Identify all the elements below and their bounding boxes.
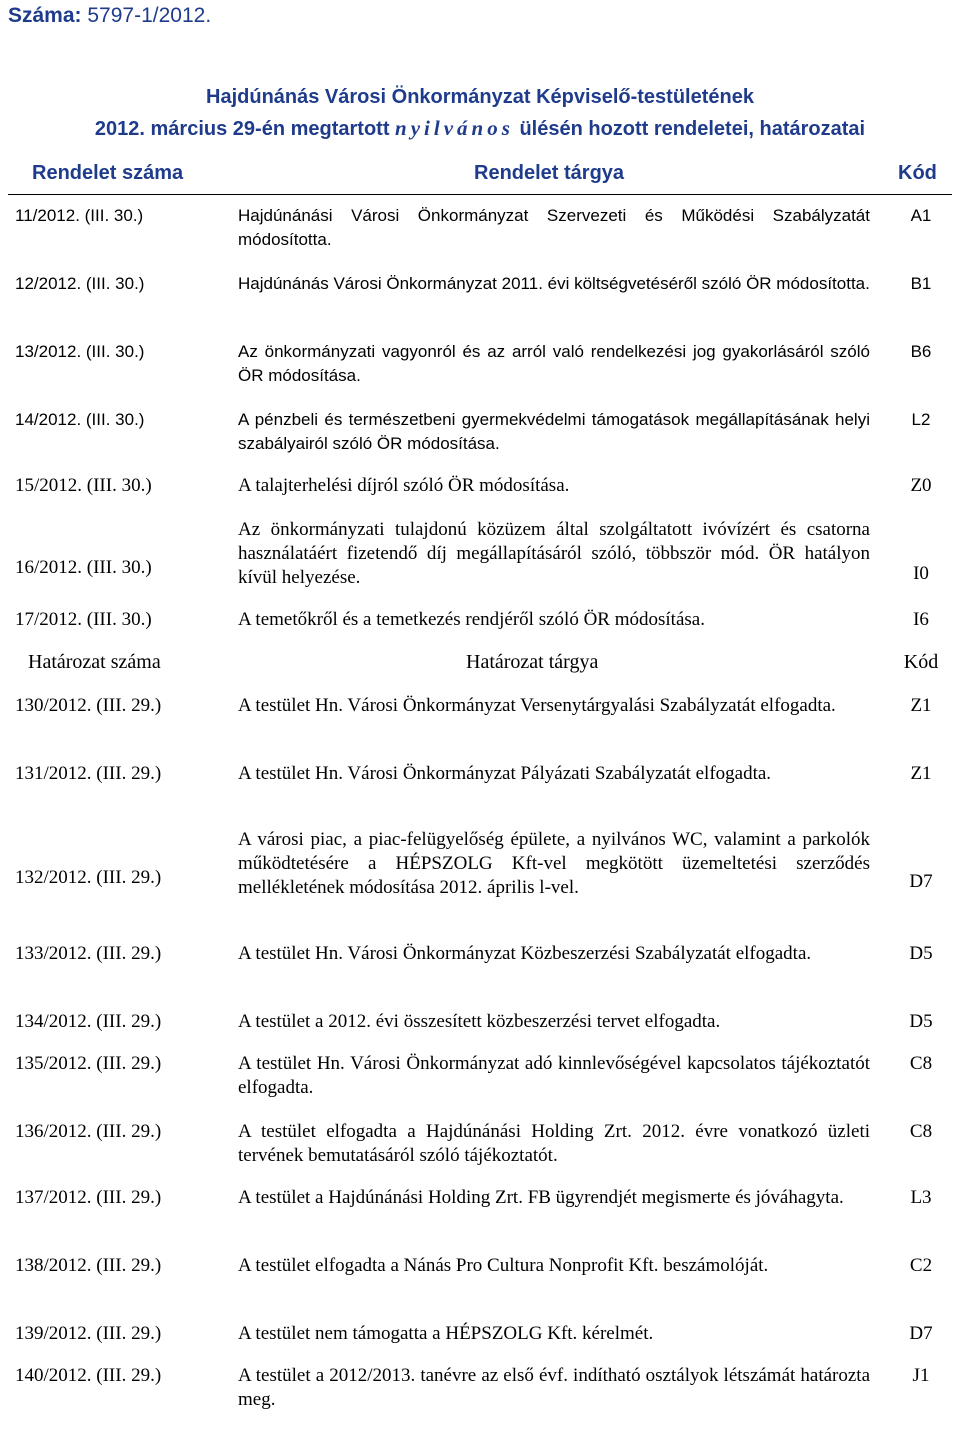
rendelet-number: 14/2012. (III. 30.) xyxy=(15,410,145,429)
hatarozat-code: D5 xyxy=(909,943,933,964)
rendelet-code: I6 xyxy=(913,609,929,630)
subtitle-after: ülésén hozott rendeletei, határozatai xyxy=(519,118,866,140)
hatarozat-number: 130/2012. (III. 29.) xyxy=(15,695,162,716)
rendelet-number: 11/2012. (III. 30.) xyxy=(15,206,144,225)
rendelet-code: B6 xyxy=(910,342,932,361)
rendelet-text: A talajterhelési díjról szóló ÖR módosítása. xyxy=(238,475,570,496)
hatarozat-number: 134/2012. (III. 29.) xyxy=(15,1011,162,1032)
rendelet-subject-header: Rendelet tárgya xyxy=(474,162,625,184)
rendelet-code: B1 xyxy=(910,274,932,293)
hatarozat-code: C8 xyxy=(909,1121,933,1142)
rendelet-text: Hajdúnánás Városi Önkormányzat 2011. évi költségvetéséről szóló ÖR módosította. xyxy=(238,274,870,293)
rendelet-text: A pénzbeli és természetbeni gyermekvédelmi támogatások megállapításának helyi szabályairól szóló ÖR módosítása. xyxy=(238,410,870,453)
hatarozat-number-header: Határozat száma xyxy=(28,651,161,673)
hatarozat-code: C2 xyxy=(909,1255,933,1276)
hatarozat-number: 133/2012. (III. 29.) xyxy=(15,943,162,964)
rendelet-text: Az önkormányzati tulajdonú közüzem által szolgáltatott ivóvízért és csatorna használatáért fizetendő díj megállapításáról szóló, többször mód. ÖR hatályon kívül helyezése. xyxy=(238,519,870,588)
hatarozat-text: A testület a Hajdúnánási Holding Zrt. FB ügyrendjét megismerte és jóváhagyta. xyxy=(238,1187,844,1208)
hatarozat-code: D7 xyxy=(909,871,933,892)
hatarozat-code: D5 xyxy=(909,1011,933,1032)
document-title: Hajdúnánás Városi Önkormányzat Képviselő-testületének xyxy=(206,86,754,108)
reference-number xyxy=(8,4,211,28)
rendelet-number: 16/2012. (III. 30.) xyxy=(15,557,152,578)
hatarozat-number: 131/2012. (III. 29.) xyxy=(15,763,162,784)
reference-value: 5797-1/2012. xyxy=(87,4,212,27)
hatarozat-number: 138/2012. (III. 29.) xyxy=(15,1255,162,1276)
hatarozat-number: 132/2012. (III. 29.) xyxy=(15,867,162,888)
rendelet-number: 17/2012. (III. 30.) xyxy=(15,609,152,630)
hatarozat-text: A testület Hn. Városi Önkormányzat Versenytárgyalási Szabályzatát elfogadta. xyxy=(238,695,836,716)
hatarozat-text: A testület nem támogatta a HÉPSZOLG Kft. kérelmét. xyxy=(238,1323,654,1344)
rendelet-number: 13/2012. (III. 30.) xyxy=(15,342,145,361)
hatarozat-text: A testület Hn. Városi Önkormányzat Közbeszerzési Szabályzatát elfogadta. xyxy=(238,943,812,964)
hatarozat-text: A testület Hn. Városi Önkormányzat Pályázati Szabályzatát elfogadta. xyxy=(238,763,772,784)
rendelet-number-header: Rendelet száma xyxy=(32,162,184,184)
hatarozat-text: A városi piac, a piac-felügyelőség épülete, a nyilvános WC, valamint a parkolók működtetésére a HÉPSZOLG Kft-vel megkötött üzemeltetési szerződés mellékletének módosítása 2012. április l-vel. xyxy=(238,829,870,898)
hatarozat-text: A testület a 2012. évi összesített közbeszerzési tervet elfogadta. xyxy=(238,1011,721,1032)
hatarozat-number: 136/2012. (III. 29.) xyxy=(15,1121,162,1142)
hatarozat-code: Z1 xyxy=(910,763,932,784)
rendelet-number: 15/2012. (III. 30.) xyxy=(15,475,152,496)
hatarozat-code-header: Kód xyxy=(903,651,939,673)
subtitle-before: 2012. március 29-én megtartott xyxy=(94,118,390,140)
rendelet-text: A temetőkről és a temetkezés rendjéről szóló ÖR módosítása. xyxy=(238,609,705,630)
hatarozat-code: J1 xyxy=(912,1365,930,1386)
rendelet-number: 12/2012. (III. 30.) xyxy=(15,274,145,293)
rendelet-code: A1 xyxy=(910,206,932,225)
hatarozat-code: Z1 xyxy=(910,695,932,716)
hatarozat-code: C8 xyxy=(909,1053,933,1074)
rendelet-code-header: Kód xyxy=(898,162,937,184)
hatarozat-text: A testület a 2012/2013. tanévre az első évf. indítható osztályok létszámát határozta meg. xyxy=(238,1365,870,1410)
hatarozat-number: 139/2012. (III. 29.) xyxy=(15,1323,162,1344)
hatarozat-number: 140/2012. (III. 29.) xyxy=(15,1365,162,1386)
hatarozat-number: 137/2012. (III. 29.) xyxy=(15,1187,162,1208)
hatarozat-text: A testület elfogadta a Nánás Pro Cultura Nonprofit Kft. beszámolóját. xyxy=(238,1255,769,1276)
hatarozat-code: D7 xyxy=(909,1323,933,1344)
rendelet-code: L2 xyxy=(911,410,931,429)
reference-label: Száma: xyxy=(8,4,82,27)
rendelet-text: Az önkormányzati vagyonról és az arról való rendelkezési jog gyakorlásáról szóló ÖR módosítása. xyxy=(238,342,870,385)
hatarozat-subject-header: Határozat tárgya xyxy=(466,651,599,673)
hatarozat-code: L3 xyxy=(910,1187,932,1208)
rendelet-code: Z0 xyxy=(910,475,932,496)
rendelet-code: I0 xyxy=(913,563,929,584)
document-subtitle xyxy=(0,116,960,141)
header-divider xyxy=(8,194,952,195)
hatarozat-text: A testület elfogadta a Hajdúnánási Holding Zrt. 2012. évre vonatkozó üzleti tervének bemutatásáról szóló tájékoztatót. xyxy=(238,1121,870,1166)
hatarozat-text: A testület Hn. Városi Önkormányzat adó kinnlevőségével kapcsolatos tájékoztatót elfogadta. xyxy=(238,1053,870,1098)
rendelet-text: Hajdúnánási Városi Önkormányzat Szervezeti és Működési Szabályzatát módosította. xyxy=(238,206,870,249)
subtitle-spaced-word: nyilvános xyxy=(395,116,514,140)
hatarozat-number: 135/2012. (III. 29.) xyxy=(15,1053,162,1074)
